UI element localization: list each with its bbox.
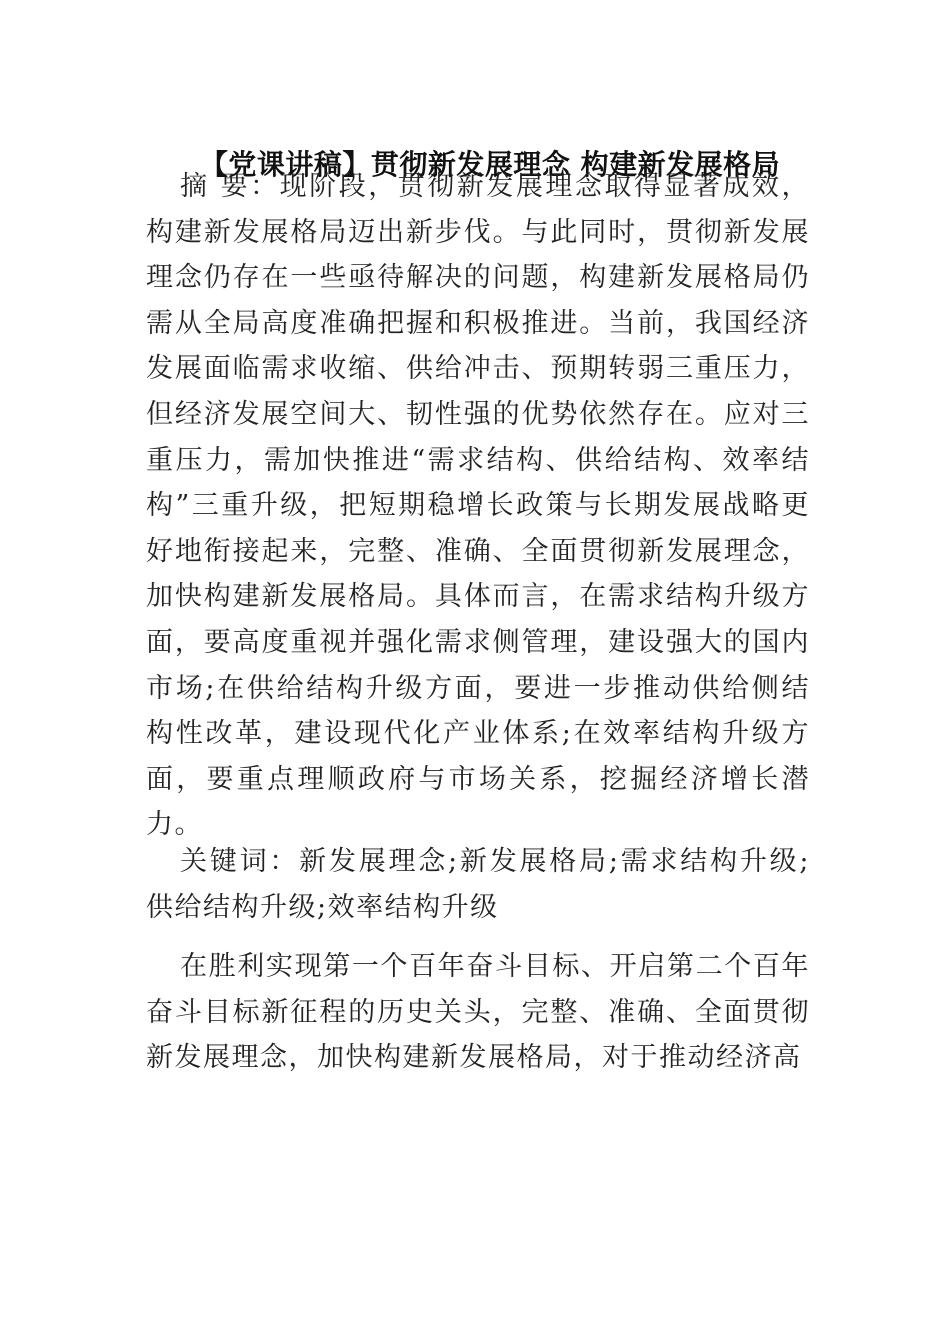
abstract-label: 摘 要： bbox=[180, 171, 280, 202]
document-title: 【党课讲稿】贯彻新发展理念 构建新发展格局 bbox=[199, 147, 781, 181]
intro-paragraph: 在胜利实现第一个百年奋斗目标、开启第二个百年奋斗目标新征程的历史关头，完整、准确、全面贯彻新发展理念，加快构建新发展格局，对于推动经济高 bbox=[146, 951, 810, 1074]
abstract-paragraph bbox=[146, 164, 810, 848]
keywords-label: 关键词： bbox=[180, 846, 300, 877]
keywords-paragraph bbox=[146, 839, 810, 930]
abstract-text: 现阶段，贯彻新发展理念取得显著成效，构建新发展格局迈出新步伐。与此同时，贯彻新发展理念仍存在一些亟待解决的问题，构建新发展格局仍需从全局高度准确把握和积极推进。当前，我国经济发展面临需求收缩、供给冲击、预期转弱三重压力，但经济发展空间大、韧性强的优势依然存在。应对三重压力，需加快推进“需求结构、供给结构、效率结构”三重升级，把短期稳增长政策与长期发展战略更好地衔接起来，完整、准确、全面贯彻新发展理念，加快构建新发展格局。具体而言，在需求结构升级方面，要高度重视并强化需求侧管理，建设强大的国内市场;在供给结构升级方面，要进一步推动供给侧结构性改革，建设现代化产业体系;在效率结构升级方面，要重点理顺政府与市场关系，挖掘经济增长潜力。 bbox=[146, 171, 810, 841]
keywords-text: 新发展理念;新发展格局;需求结构升级;供给结构升级;效率结构升级 bbox=[146, 846, 811, 923]
